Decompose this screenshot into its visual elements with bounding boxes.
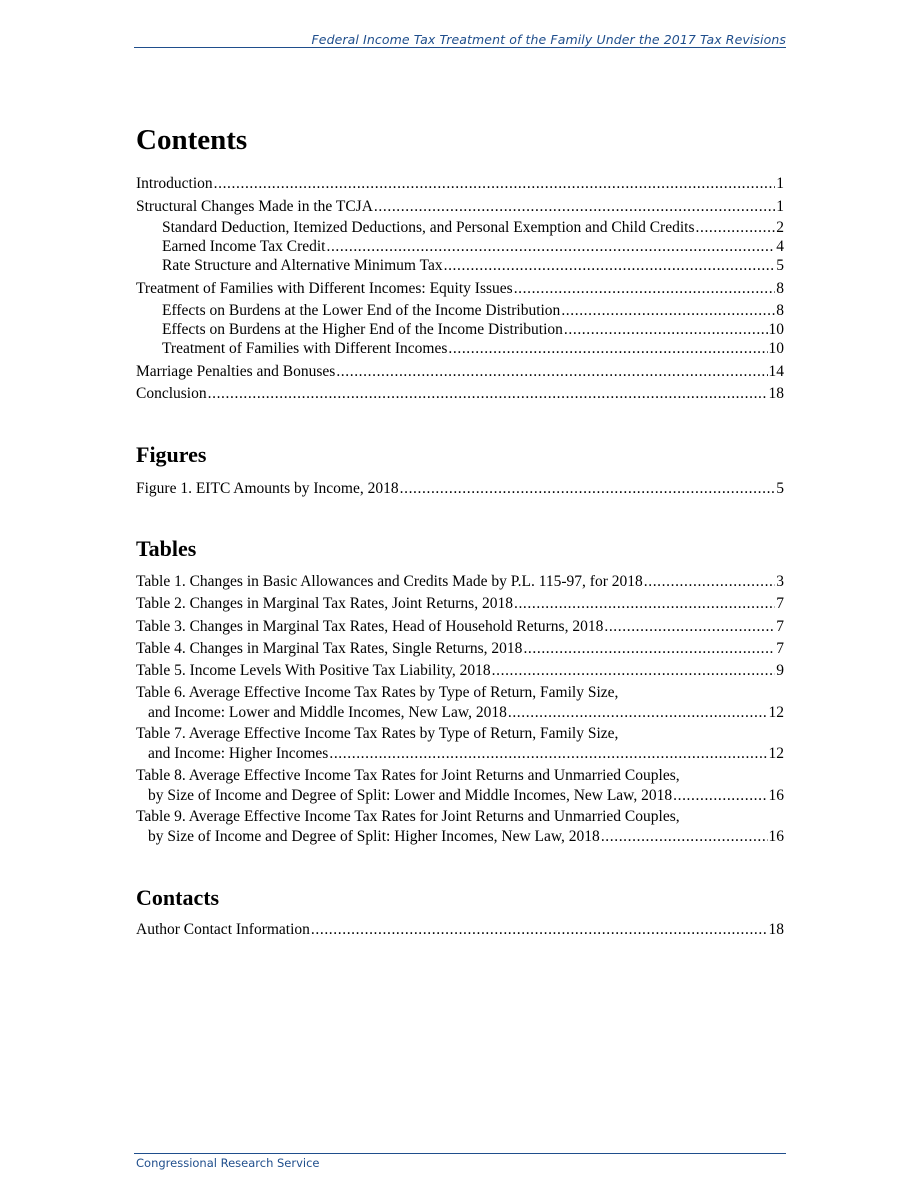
contacts-heading: Contacts (136, 885, 220, 910)
toc-entry-page: 18 (768, 921, 784, 938)
toc-entry-title: Author Contact Information (136, 921, 310, 938)
toc-entry-figure-1[interactable] (136, 479, 784, 499)
dot-leader (604, 617, 775, 637)
toc-entry-page: 12 (768, 745, 784, 762)
toc-entry-rate-structure[interactable] (162, 256, 784, 276)
dot-leader (673, 786, 767, 806)
toc-entry-page: 1 (776, 198, 784, 215)
toc-entry-lower-end[interactable] (162, 301, 784, 321)
dot-leader (448, 339, 767, 359)
toc-entry-page: 4 (776, 238, 784, 255)
dot-leader (336, 362, 767, 382)
toc-entry-table-4[interactable] (136, 639, 784, 659)
tables-heading: Tables (136, 536, 197, 561)
toc-entry-page: 7 (776, 640, 784, 657)
toc-entry-title-line1: Table 6. Average Effective Income Tax Rates by Type of Return, Family Size, (136, 684, 619, 701)
toc-entry-title: Introduction (136, 175, 213, 192)
dot-leader (329, 744, 767, 764)
toc-entry-table-2[interactable] (136, 594, 784, 614)
toc-entry-page: 2 (776, 219, 784, 236)
toc-entry-title: Conclusion (136, 385, 207, 402)
toc-entry-title: Structural Changes Made in the TCJA (136, 198, 373, 215)
toc-entry-page: 5 (776, 257, 784, 274)
toc-entry-page: 7 (776, 595, 784, 612)
toc-entry-page: 10 (768, 340, 784, 357)
toc-entry-page: 16 (768, 828, 784, 845)
dot-leader (508, 703, 768, 723)
dot-leader (644, 572, 776, 592)
dot-leader (514, 594, 775, 614)
toc-entry-page: 5 (776, 480, 784, 497)
toc-entry-higher-end[interactable] (162, 320, 784, 340)
toc-entry-eitc[interactable] (162, 237, 784, 257)
toc-entry-title-line2: by Size of Income and Degree of Split: Higher Incomes, New Law, 2018 (148, 828, 600, 845)
toc-entry-table-1[interactable] (136, 572, 784, 592)
dot-leader (523, 639, 775, 659)
toc-entry-author-contact[interactable] (136, 920, 784, 940)
toc-entry-page: 18 (768, 385, 784, 402)
toc-entry-title: Table 2. Changes in Marginal Tax Rates, Joint Returns, 2018 (136, 595, 513, 612)
toc-entry-title: Effects on Burdens at the Lower End of the Income Distribution (162, 302, 561, 319)
toc-entry-page: 8 (776, 280, 784, 297)
toc-entry-title-line1: Table 9. Average Effective Income Tax Rates for Joint Returns and Unmarried Couples, (136, 808, 680, 825)
toc-entry-title: Table 4. Changes in Marginal Tax Rates, Single Returns, 2018 (136, 640, 523, 657)
toc-entry-marriage-penalties[interactable] (136, 362, 784, 382)
toc-entry-different-incomes[interactable] (162, 339, 784, 359)
dot-leader (601, 827, 768, 847)
toc-entry-table-6[interactable] (136, 683, 784, 723)
toc-entry-title: Marriage Penalties and Bonuses (136, 363, 336, 380)
toc-entry-standard-deduction[interactable] (162, 218, 784, 238)
toc-entry-table-5[interactable] (136, 661, 784, 681)
dot-leader (444, 256, 776, 276)
dot-leader (311, 920, 768, 940)
dot-leader (326, 237, 775, 257)
dot-leader (208, 384, 768, 404)
toc-entry-introduction[interactable] (136, 174, 784, 194)
toc-entry-title-line1: Table 7. Average Effective Income Tax Rates by Type of Return, Family Size, (136, 725, 619, 742)
dot-leader (561, 301, 775, 321)
toc-entry-title: Figure 1. EITC Amounts by Income, 2018 (136, 480, 399, 497)
toc-entry-title: Effects on Burdens at the Higher End of the Income Distribution (162, 321, 563, 338)
dot-leader (374, 197, 775, 217)
toc-entry-table-3[interactable] (136, 617, 784, 637)
toc-entry-title: Table 3. Changes in Marginal Tax Rates, Head of Household Returns, 2018 (136, 618, 604, 635)
toc-entry-page: 10 (768, 321, 784, 338)
toc-entry-table-8[interactable] (136, 766, 784, 806)
toc-entry-page: 9 (776, 662, 784, 679)
toc-entry-title-line2: and Income: Lower and Middle Incomes, New Law, 2018 (148, 704, 507, 721)
toc-entry-page: 8 (776, 302, 784, 319)
toc-entry-title: Earned Income Tax Credit (162, 238, 326, 255)
toc-entry-page: 12 (768, 704, 784, 721)
toc-entry-title: Table 1. Changes in Basic Allowances and Credits Made by P.L. 115-97, for 2018 (136, 573, 643, 590)
contents-heading: Contents (136, 124, 248, 156)
toc-entry-title: Rate Structure and Alternative Minimum Tax (162, 257, 443, 274)
dot-leader (564, 320, 768, 340)
dot-leader (492, 661, 776, 681)
toc-entry-table-7[interactable] (136, 724, 784, 764)
toc-entry-title-line1: Table 8. Average Effective Income Tax Rates for Joint Returns and Unmarried Couples, (136, 767, 680, 784)
toc-entry-treatment-equity[interactable] (136, 279, 784, 299)
figures-heading: Figures (136, 442, 207, 467)
dot-leader (214, 174, 776, 194)
toc-entry-page: 16 (768, 787, 784, 804)
header-rule (134, 47, 786, 48)
toc-entry-table-9[interactable] (136, 807, 784, 847)
toc-entry-page: 14 (768, 363, 784, 380)
toc-entry-title: Treatment of Families with Different Incomes (162, 340, 448, 357)
footer-org: Congressional Research Service (136, 1156, 320, 1170)
toc-entry-title: Treatment of Families with Different Incomes: Equity Issues (136, 280, 513, 297)
toc-entry-structural-changes[interactable] (136, 197, 784, 217)
toc-entry-conclusion[interactable] (136, 384, 784, 404)
toc-entry-title: Table 5. Income Levels With Positive Tax Liability, 2018 (136, 662, 491, 679)
toc-entry-page: 1 (776, 175, 784, 192)
toc-entry-title: Standard Deduction, Itemized Deductions, and Personal Exemption and Child Credits (162, 219, 695, 236)
toc-entry-title-line2: and Income: Higher Incomes (148, 745, 329, 762)
dot-leader (514, 279, 776, 299)
dot-leader (696, 218, 776, 238)
toc-entry-page: 3 (776, 573, 784, 590)
running-header: Federal Income Tax Treatment of the Family Under the 2017 Tax Revisions (311, 32, 786, 47)
footer-rule (134, 1153, 786, 1154)
toc-entry-page: 7 (776, 618, 784, 635)
dot-leader (400, 479, 776, 499)
toc-entry-title-line2: by Size of Income and Degree of Split: Lower and Middle Incomes, New Law, 2018 (148, 787, 673, 804)
